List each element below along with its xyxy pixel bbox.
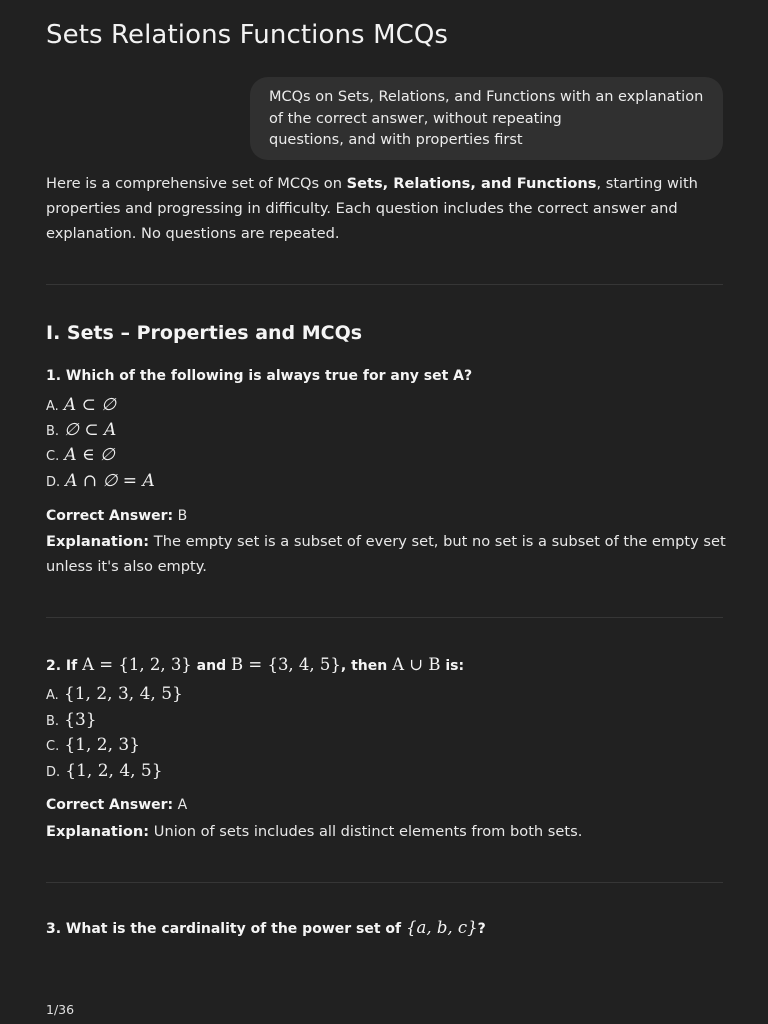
option-math: A ∈ ∅	[64, 445, 115, 465]
answer-label: Correct Answer:	[46, 797, 174, 813]
user-prompt-bubble	[250, 77, 723, 160]
divider	[46, 617, 723, 618]
option-letter: B.	[46, 424, 60, 439]
option-letter: A.	[46, 688, 59, 703]
q1-option-c	[46, 445, 115, 465]
question-text: and	[191, 658, 231, 674]
question-1: 1. Which of the following is always true for any set A?	[46, 368, 473, 384]
question-text: is:	[440, 658, 465, 674]
divider	[46, 882, 723, 883]
question-text: 2. If	[46, 658, 83, 674]
explanation-line: unless it's also empty.	[46, 558, 207, 575]
intro-text: Here is a comprehensive set of MCQs on	[46, 175, 347, 192]
option-letter: A.	[46, 399, 59, 414]
option-math: A ⊂ ∅	[63, 395, 117, 415]
explanation-label: Explanation:	[46, 533, 150, 550]
answer-value: A	[173, 797, 188, 813]
explanation-line	[46, 529, 726, 554]
intro-line: properties and progressing in difficulty. Each question includes the correct answer and	[46, 200, 678, 217]
question-math: A = {1, 2, 3}	[82, 655, 192, 674]
option-math: {3}	[64, 710, 97, 730]
answer-value: B	[173, 508, 188, 524]
intro-text: , starting with	[596, 175, 698, 192]
page-title: Sets Relations Functions MCQs	[46, 20, 449, 50]
explanation-text: Union of sets includes all distinct elements from both sets.	[149, 823, 583, 840]
option-math: {1, 2, 4, 5}	[65, 761, 163, 781]
option-math: A ∩ ∅ = A	[65, 471, 155, 491]
intro-paragraph	[46, 171, 723, 246]
intro-line: explanation. No questions are repeated.	[46, 225, 340, 242]
option-letter: B.	[46, 714, 60, 729]
question-text: , then	[340, 658, 393, 674]
q1-option-b	[46, 420, 116, 440]
question-math: A ∪ B	[392, 655, 441, 674]
prompt-line: MCQs on Sets, Relations, and Functions with an explanation	[269, 89, 704, 105]
question-2	[46, 655, 464, 674]
question-math: B = {3, 4, 5}	[231, 655, 341, 674]
prompt-line: questions, and with properties first	[269, 132, 523, 148]
option-letter: C.	[46, 739, 60, 754]
question-text: 3. What is the cardinality of the power set of	[46, 921, 407, 937]
q2-option-b	[46, 710, 97, 730]
section-heading: I. Sets – Properties and MCQs	[46, 322, 363, 344]
option-letter: D.	[46, 475, 61, 490]
answer-label: Correct Answer:	[46, 508, 174, 524]
option-letter: D.	[46, 765, 61, 780]
option-math: {1, 2, 3}	[64, 735, 141, 755]
option-math: {1, 2, 3, 4, 5}	[63, 684, 183, 704]
divider	[46, 284, 723, 285]
explanation-label: Explanation:	[46, 823, 150, 840]
q2-option-d	[46, 761, 163, 781]
q1-option-a	[46, 395, 116, 415]
q1-option-d	[46, 471, 155, 491]
explanation-text: The empty set is a subset of every set, but no set is a subset of the empty set	[149, 533, 726, 550]
page-number: 1/36	[46, 1002, 75, 1017]
q1-explanation	[46, 529, 726, 579]
q2-explanation	[46, 819, 723, 844]
q1-correct-answer	[46, 508, 187, 524]
intro-line	[46, 171, 723, 196]
q2-correct-answer	[46, 797, 187, 813]
option-letter: C.	[46, 449, 60, 464]
q2-option-a	[46, 684, 183, 704]
question-math: {a, b, c}	[406, 918, 478, 937]
q2-option-c	[46, 735, 140, 755]
intro-bold-text: Sets, Relations, and Functions	[346, 175, 597, 192]
prompt-line: of the correct answer, without repeating	[269, 110, 562, 127]
question-text: ?	[477, 921, 486, 937]
explanation-line	[46, 819, 723, 844]
option-math: ∅ ⊂ A	[64, 420, 117, 440]
question-3	[46, 918, 486, 937]
